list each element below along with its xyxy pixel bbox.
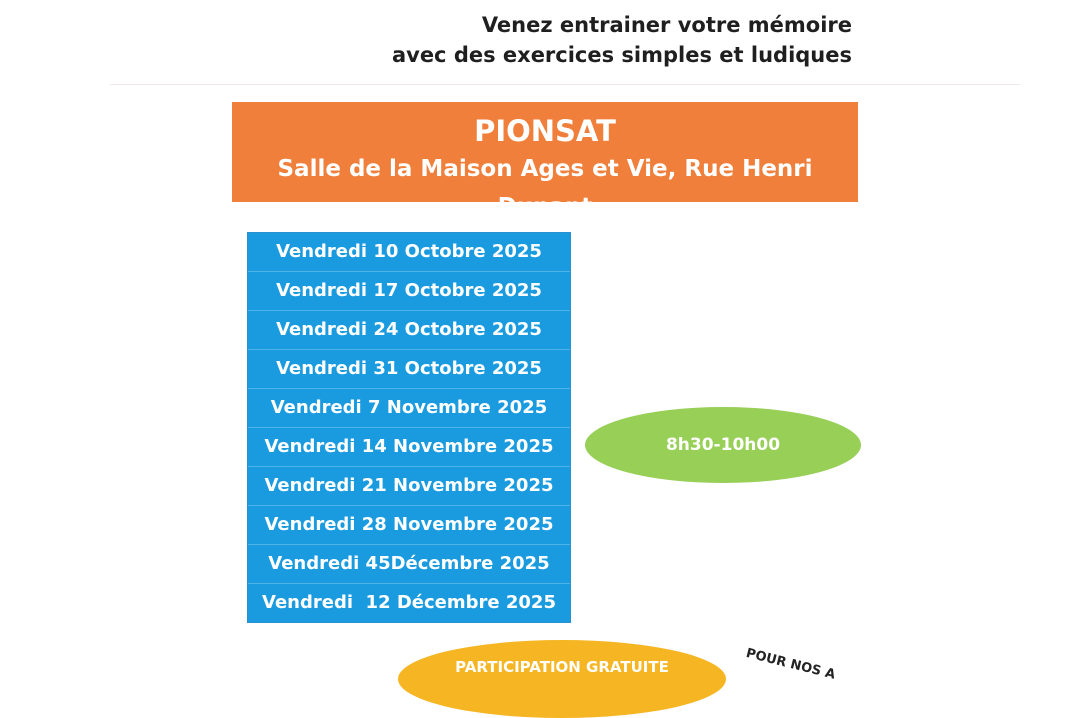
date-row: Vendredi 24 Octobre 2025	[248, 310, 570, 349]
location-banner	[232, 102, 858, 220]
free-participation-badge: PARTICIPATION GRATUITE	[398, 640, 726, 718]
stamp-text: POUR NOS A	[744, 646, 837, 683]
date-row: Vendredi 14 Novembre 2025	[248, 427, 570, 466]
date-row: Vendredi 28 Novembre 2025	[248, 505, 570, 544]
intro-line-2: avec des exercices simples et ludiques	[391, 43, 852, 67]
intro-line-1: Venez entrainer votre mémoire	[481, 13, 852, 37]
date-row: Vendredi 10 Octobre 2025	[276, 241, 542, 262]
venue-address: Salle de la Maison Ages et Vie, Rue Henri Dunant	[277, 156, 813, 220]
divider	[110, 84, 1020, 85]
session-time-badge: 8h30-10h00	[585, 407, 861, 483]
dates-table	[247, 232, 571, 623]
date-row: Vendredi 7 Novembre 2025	[248, 388, 570, 427]
date-row: Vendredi 12 Décembre 2025	[248, 583, 570, 622]
date-row: Vendredi 17 Octobre 2025	[248, 271, 570, 310]
date-row: Vendredi 31 Octobre 2025	[248, 349, 570, 388]
date-row: Vendredi 45Décembre 2025	[248, 544, 570, 583]
town-name: PIONSAT	[474, 114, 616, 148]
intro-text	[392, 10, 852, 70]
date-row: Vendredi 21 Novembre 2025	[248, 466, 570, 505]
